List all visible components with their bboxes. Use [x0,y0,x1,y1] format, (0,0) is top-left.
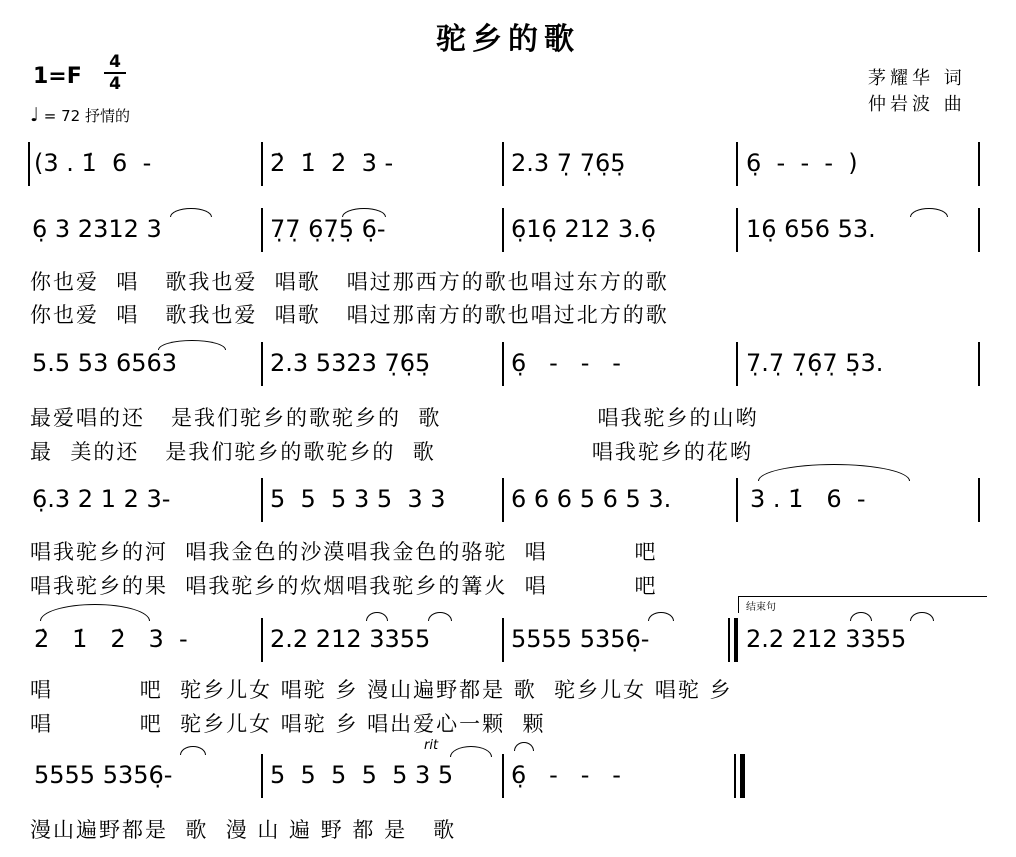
repeat-barline [728,618,730,662]
measure: 7̣.7̣ 7̣6̣7̣ 5̣3. [746,349,884,377]
staff-system-6 [30,754,986,798]
lyric-line: 你也爱 唱 歌我也爱 唱歌 唱过那西方的歌也唱过东方的歌 [30,270,669,294]
time-signature-bottom: 4 [104,72,126,94]
barline [978,342,980,386]
staff-system-4 [30,478,986,522]
barline [502,208,504,252]
key-signature: 1=F [33,64,82,89]
slur [758,464,910,481]
measure: 2.3 5323 7̣6̣5̣ [270,349,431,377]
lyric-line: 唱我驼乡的河 唱我金色的沙漠唱我金色的骆驼 唱 吧 [30,540,658,564]
measure: 7̣7̣ 6̣7̣5̣ 6̣- [270,215,386,243]
measure: 5 5 5 3 5 3 3 [270,485,446,513]
staff-system-2 [30,208,986,252]
barline [28,142,30,186]
slur [648,612,674,621]
tempo-marking [30,104,130,126]
tempo-expression: 抒情的 [84,107,130,125]
measure: 2.2 212 3355 [270,625,431,653]
barline [978,142,980,186]
time-signature [104,52,126,94]
quarter-note-icon: ♩ [30,104,39,126]
barline [736,342,738,386]
time-signature-top: 4 [109,52,121,72]
measure: (3 . 1̇ 6 - [34,149,152,177]
barline [736,478,738,522]
staff-system-3 [30,342,986,386]
slur [170,208,212,217]
measure: 5.5 53 6563 [32,349,178,377]
staff-system-1 [30,142,986,186]
slur [450,746,492,757]
measure: 6̣16̣ 212 3.6̣ [511,215,657,243]
lyric-line: 唱 吧 驼乡儿女 唱驼 乡 漫山遍野都是 歌 驼乡儿女 唱驼 乡 [30,678,733,702]
barline [978,478,980,522]
barline [736,208,738,252]
tempo-value: = 72 [43,107,81,125]
lyricist-credit: 茅耀华 词 [868,68,966,89]
slur [180,746,206,755]
measure: 6̣ 3 2312 3 [32,215,162,243]
measure: 2̇ 1̇ 2̇ 3 - [270,149,394,177]
slur [910,612,934,621]
barline [261,618,263,662]
lyric-line: 唱我驼乡的果 唱我驼乡的炊烟唱我驼乡的篝火 唱 吧 [30,574,658,598]
measure: 6̣.3 2 1 2 3- [32,485,171,513]
measure: 16̣ 656 53. [746,215,876,243]
slur [910,208,948,217]
final-barline [734,754,736,798]
measure: 2.3 7̣ 7̣6̣5̣ [511,149,626,177]
barline [502,618,504,662]
barline [502,754,504,798]
measure: 2̇ 1̇ 2̇ 3 - [34,625,188,653]
slur [428,612,452,621]
barline [261,478,263,522]
ending-label: 结束句 [746,602,776,613]
barline [261,142,263,186]
measure: 2.2 212 3355 [746,625,907,653]
lyric-line: 最爱唱的还 是我们驼乡的歌驼乡的 歌 唱我驼乡的山哟 [30,406,759,430]
page-title: 驼乡的歌 [436,22,580,57]
barline [261,342,263,386]
measure: 5 5 5 5 5 3 5 [270,761,454,789]
ritardando-marking: rit [424,738,439,753]
lyric-line: 唱 吧 驼乡儿女 唱驼 乡 唱出爱心一颗 颗 [30,712,546,736]
final-barline-thick [740,754,745,798]
lyric-line: 最 美的还 是我们驼乡的歌驼乡的 歌 唱我驼乡的花哟 [30,440,753,464]
barline [736,142,738,186]
measure: 5555 5356̣- [34,761,173,789]
slur [40,604,150,621]
barline [978,208,980,252]
lyric-line: 你也爱 唱 歌我也爱 唱歌 唱过那南方的歌也唱过北方的歌 [30,303,669,327]
barline [502,342,504,386]
fermata [514,742,534,751]
measure: 5555 5356̣- [511,625,650,653]
lyric-line: 漫山遍野都是 歌 漫 山 遍 野 都 是 歌 [30,818,457,842]
barline [502,478,504,522]
measure: 6̣ - - - [511,349,621,377]
barline [261,754,263,798]
slur [850,612,872,621]
slur [366,612,388,621]
measure: 6̣ - - - [511,761,621,789]
repeat-barline-thick [734,618,738,662]
measure: 6̣ - - - ) [746,149,858,177]
measure: 3 . 1̇ 6 - [750,485,866,513]
barline [502,142,504,186]
composer-credit: 仲岩波 曲 [868,94,966,115]
staff-system-5 [30,618,986,662]
barline [261,208,263,252]
measure: 6 6 6 5 6 5 3. [511,485,672,513]
